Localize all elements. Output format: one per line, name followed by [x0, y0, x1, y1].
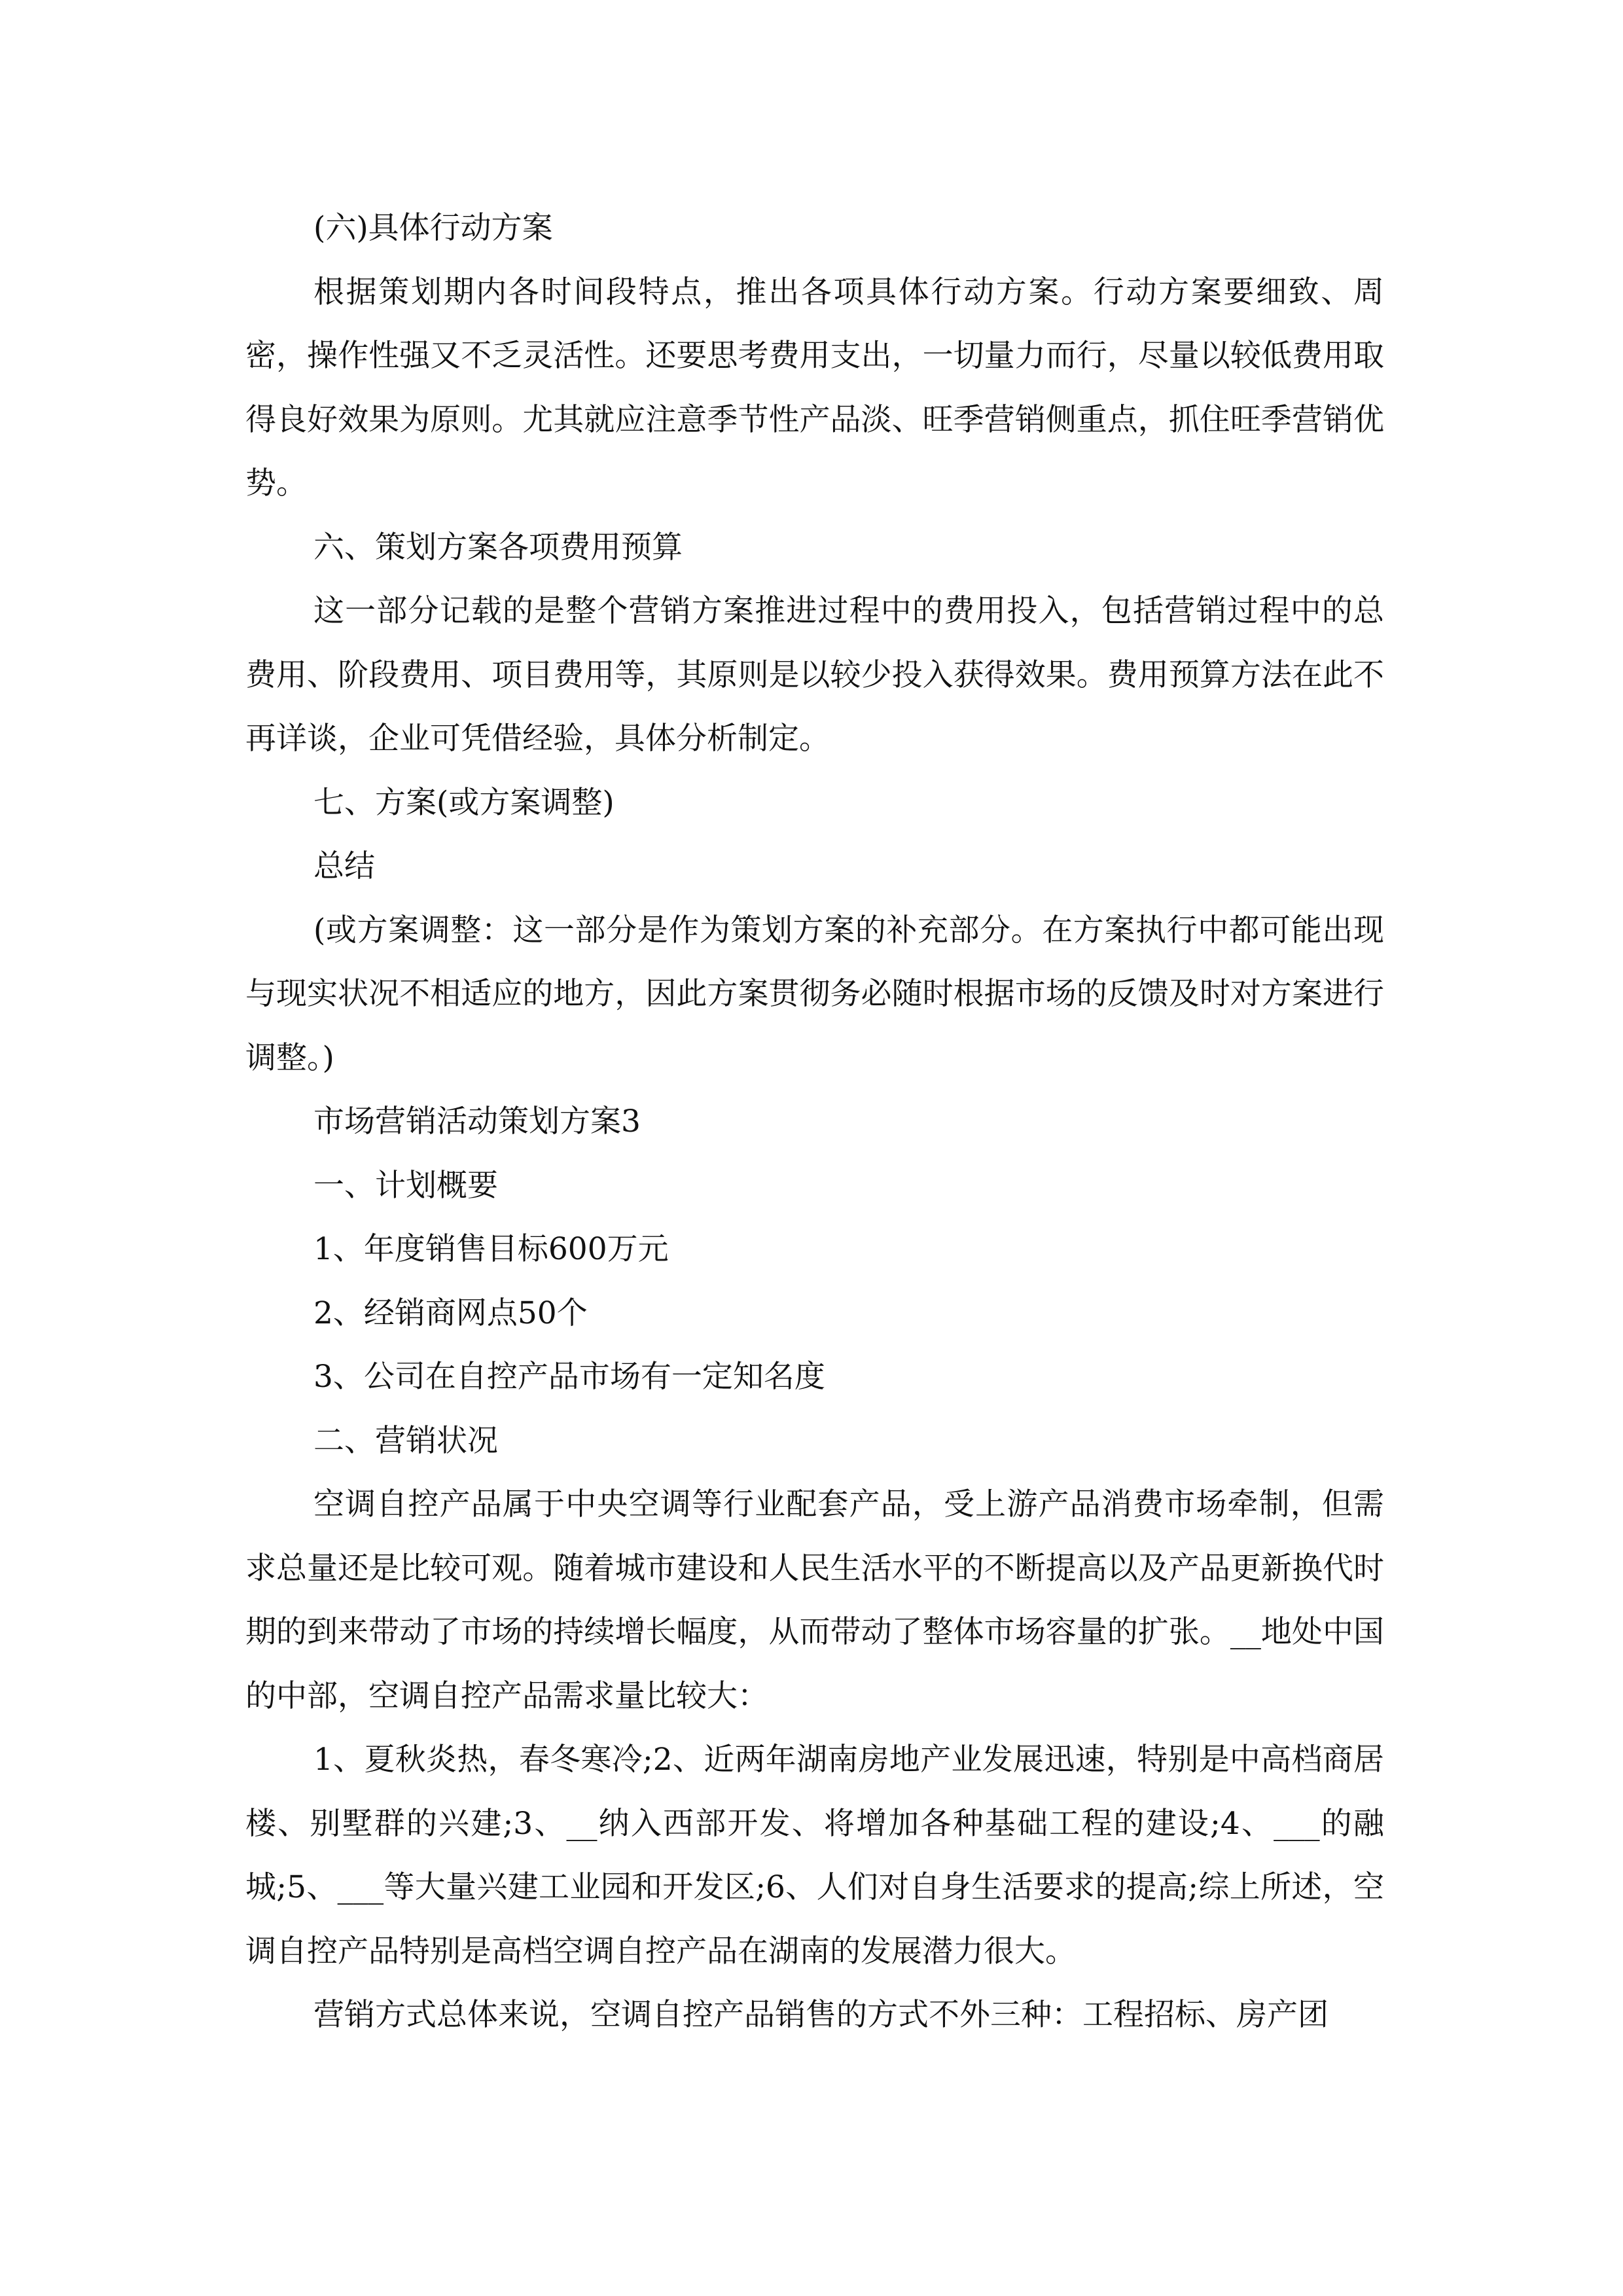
list-item-brand-awareness: 3、公司在自控产品市场有一定知名度 — [313, 1359, 825, 1395]
paragraph-sales-methods: 营销方式总体来说，空调自控产品销售的方式不外三种：工程招标、房产团 — [313, 1997, 1329, 2033]
paragraph-demand-factors: 1、夏秋炎热，春冬寒冷;2、近两年湖南房地产业发展迅速，特别是中高档商居楼、别墅群的兴建;3、__纳入西部开发、将增加各种基础工程的建设;4、___的融城;5、___等大量兴建工业园和开发区;6、人们对自身生活要求的提高;综上所述，空调自控产品特别是高档空调自控产品在湖南的发展潜力很大。 — [245, 1742, 1384, 1969]
section-title-plan-3: 市场营销活动策划方案3 — [313, 1103, 641, 1139]
heading-plan-overview: 一、计划概要 — [313, 1167, 498, 1204]
paragraph-market-demand: 空调自控产品属于中央空调等行业配套产品，受上游产品消费市场牵制，但需求总量还是比较可观。随着城市建设和人民生活水平的不断提高以及产品更新换代时期的到来带动了市场的持续增长幅度，从而带动了整体市场容量的扩张。__地处中国的中部，空调自控产品需求量比较大： — [245, 1486, 1384, 1714]
paragraph-adjustment-note: (或方案调整：这一部分是作为策划方案的补充部分。在方案执行中都可能出现与现实状况不相适应的地方，因此方案贯彻务必随时根据市场的反馈及时对方案进行调整。) — [245, 912, 1384, 1076]
document-body — [245, 196, 1384, 2047]
heading-marketing-status: 二、营销状况 — [313, 1422, 498, 1459]
heading-plan-adjustment: 七、方案(或方案调整) — [313, 784, 615, 821]
heading-summary: 总结 — [313, 848, 375, 884]
heading-budget: 六、策划方案各项费用预算 — [313, 529, 683, 565]
list-item-dealer-network: 2、经销商网点50个 — [313, 1295, 588, 1331]
subheading-action-plan: (六)具体行动方案 — [313, 210, 553, 246]
paragraph-action-plan: 根据策划期内各时间段特点，推出各项具体行动方案。行动方案要细致、周密，操作性强又不乏灵活性。还要思考费用支出，一切量力而行，尽量以较低费用取得良好效果为原则。尤其就应注意季节性产品淡、旺季营销侧重点，抓住旺季营销优势。 — [245, 274, 1384, 501]
list-item-sales-target: 1、年度销售目标600万元 — [313, 1231, 669, 1267]
paragraph-budget: 这一部分记载的是整个营销方案推进过程中的费用投入，包括营销过程中的总费用、阶段费用、项目费用等，其原则是以较少投入获得效果。费用预算方法在此不再详谈，企业可凭借经验，具体分析制定。 — [245, 593, 1384, 757]
